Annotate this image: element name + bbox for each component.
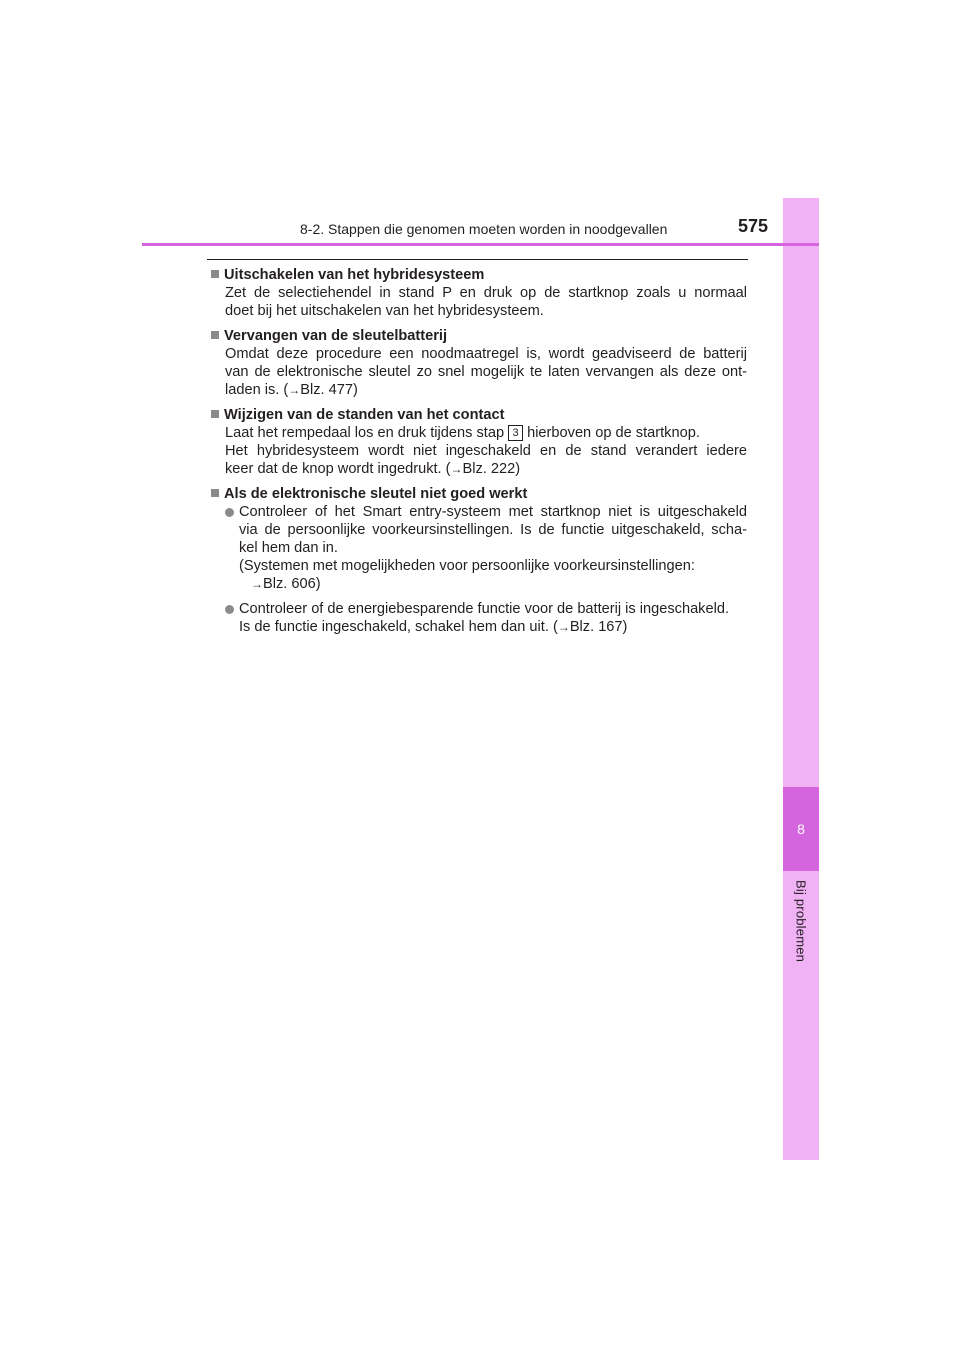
text-line — [225, 381, 747, 399]
arrow-right-icon: → — [251, 577, 263, 591]
section-uitschakelen — [211, 266, 747, 320]
page-reference-link[interactable]: Blz. 477) — [300, 382, 358, 398]
list-item — [211, 503, 747, 593]
text-line: Omdat deze procedure een noodmaatregel is, wordt geadviseerd de batterij — [225, 346, 747, 362]
list-item — [211, 600, 747, 636]
section-sleutel-werkt-niet — [211, 485, 747, 636]
page-reference-link[interactable]: Blz. 167) — [569, 619, 628, 635]
section-heading-text: Vervangen van de sleutelbatterij — [224, 328, 448, 344]
text-line: via de persoonlijke voorkeursinstellingen. Is de functie uitgeschakeld, scha- — [239, 522, 747, 538]
section-heading — [211, 406, 747, 424]
section-heading-text: Als de elektronische sleutel niet goed werkt — [224, 486, 528, 502]
section-heading — [211, 327, 747, 345]
text-line — [225, 460, 747, 478]
chapter-label-text: Bij problemen — [793, 880, 809, 963]
square-bullet-icon — [211, 489, 219, 497]
page-reference-link[interactable]: Blz. 606) — [263, 576, 321, 592]
text-line: kel hem dan in. — [239, 540, 338, 556]
square-bullet-icon — [211, 331, 219, 339]
header-title: 8-2. Stappen die genomen moeten worden in noodgevallen — [300, 221, 668, 237]
list-item-body — [239, 600, 747, 636]
step-number-badge: 3 — [508, 425, 523, 441]
text-fragment: laden is. ( — [225, 382, 289, 398]
text-line — [239, 618, 747, 636]
list-item-body — [239, 503, 747, 593]
text-line — [225, 424, 747, 442]
text-line: Controleer of het Smart entry-systeem met startknop niet is uitgeschakeld — [239, 504, 747, 520]
round-bullet-icon — [225, 508, 234, 517]
square-bullet-icon — [211, 410, 219, 418]
section-heading-text: Uitschakelen van het hybridesysteem — [224, 267, 485, 283]
page-reference-link[interactable]: Blz. 222) — [462, 461, 521, 477]
section-contact — [211, 406, 747, 478]
arrow-right-icon: → — [288, 383, 301, 397]
text-fragment: Is de functie ingeschakeld, schakel hem dan uit. ( — [239, 619, 558, 635]
content — [211, 266, 747, 643]
text-line: Controleer of de energiebesparende functie voor de batterij is ingeschakeld. — [239, 601, 730, 617]
side-tab — [783, 198, 819, 1160]
section-body — [211, 345, 747, 399]
text-line: Het hybridesysteem wordt niet ingeschakeld en de stand verandert iedere — [225, 443, 747, 459]
text-line — [239, 575, 747, 593]
arrow-right-icon: → — [557, 620, 570, 634]
chapter-label — [783, 880, 819, 980]
section-body — [211, 284, 747, 320]
text-line: van de elektronische sleutel zo snel mogelijk te laten vervangen als deze ont- — [225, 364, 747, 380]
section-heading — [211, 485, 747, 503]
section-sleutelbatterij — [211, 327, 747, 399]
text-fragment: Laat het rempedaal los en druk tijdens stap — [225, 425, 505, 441]
section-body — [211, 424, 747, 478]
text-fragment: keer dat de knop wordt ingedrukt. ( — [225, 461, 451, 477]
section-heading-text: Wijzigen van de standen van het contact — [224, 407, 505, 423]
round-bullet-icon — [225, 605, 234, 614]
content-rule — [207, 259, 748, 260]
page-number: 575 — [738, 216, 769, 236]
arrow-right-icon: → — [450, 462, 463, 476]
text-fragment: hierboven op de startknop. — [527, 425, 700, 441]
square-bullet-icon — [211, 270, 219, 278]
text-line: Zet de selectiehendel in stand P en druk op de startknop zoals u normaal — [225, 285, 747, 301]
chapter-number-badge[interactable]: 8 — [783, 787, 819, 871]
text-line: doet bij het uitschakelen van het hybridesysteem. — [225, 303, 544, 319]
text-line: (Systemen met mogelijkheden voor persoonlijke voorkeursinstellingen: — [239, 558, 695, 574]
header-rule — [142, 243, 819, 246]
section-heading — [211, 266, 747, 284]
